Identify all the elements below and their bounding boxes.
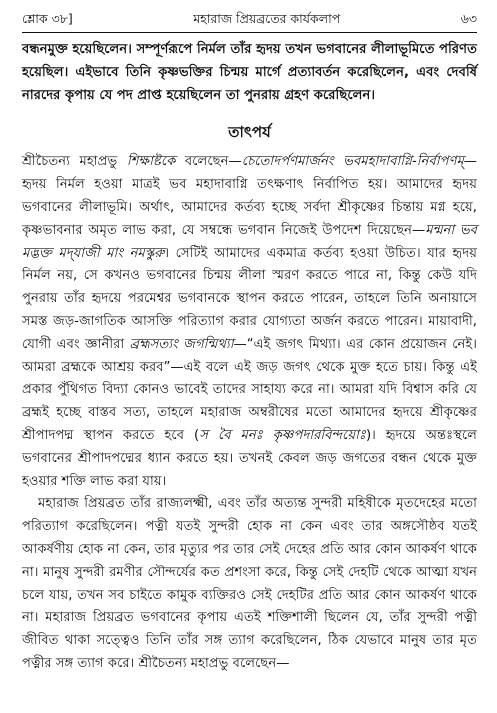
p1-text-c: বলেছেন— xyxy=(175,154,242,170)
p1-text-g: । সেটিই আমাদের একমাত্র কর্তব্য হওয়া উচিত। যার হৃদয় নির্মল নয়, সে কখনও ভগবানের চিন্ময় লীলা স্মরণ করতে পারে না, কিন্তু কেউ যদি পুনরায় তাঁর হৃদয়ে পরমেশ্বর ভগবানকে স্থাপন করতে পারেন, তাহলে তিনি অনায়াসে সমস্ত জড়-জাগতিক আসক্তি পরিত্যাগ করার যোগ্যতা অর্জন করতে পারেন। মায়াবাদী, যোগী এবং জ্ঞানীরা xyxy=(22,245,477,352)
header-rule xyxy=(22,32,477,33)
purport-title: তাৎপর্য xyxy=(228,123,271,142)
p1-italic-quote-1: চেতোদর্পণমার্জনং ভবমহাদাবাগ্নি-নির্বাপণম্ xyxy=(241,154,464,170)
p1-italic-quote-4: স বৈ মনঃ কৃষ্ণপদারবিন্দয়োঃ xyxy=(199,427,366,443)
p1-text-k: )। হৃদয়ে অন্তঃস্থলে ভগবানের শ্রীপাদপদ্মের ধ্যান করতে হয়। তখনই কেবল জড় জগতের বন্ধন থেকে মুক্ত হওয়ার শক্তি লাভ করা যায়। xyxy=(22,427,477,489)
header-chapter-title: মহারাজ প্রিয়ব্রতের কার্যকলাপ xyxy=(193,11,341,26)
translation-paragraph: বন্ধনমুক্ত হয়েছিলেন। সম্পূর্ণরূপে নির্মল তাঁর হৃদয় তখন ভগবানের লীলাভূমিতে পরিণত হয়েছিল। এইভাবে তিনি কৃষ্ণভক্তির চিন্ময় মার্গে প্রত্যাবর্তন করেছিলেন, এবং দেবর্ষি নারদের কৃপায় যে পদ প্রাপ্ত হয়েছিলেন তা পুনরায় গ্রহণ করেছিলেন। xyxy=(22,42,477,103)
purport-paragraph-2: মহারাজ প্রিয়ব্রত তাঁর রাজ্যলক্ষ্মী, এবং তাঁর অত্যন্ত সুন্দরী মহিষীকে মৃতদেহের মতো পরিত্যাগ করেছিলেন। পত্নী যতই সুন্দরী হোক না কেন এবং তার অঙ্গসৌষ্ঠব যতই আকর্ষণীয় হোক না কেন, তার মৃত্যুর পর তার সেই দেহের প্রতি আর কোন আকর্ষণ থাকে না। মানুষ সুন্দরী রমণীর সৌন্দর্যের কত প্রশংসা করে, কিন্তু সেই দেহটি থেকে আত্মা যখন চলে যায়, তখন সব চাইতে কামুক ব্যক্তিরও সেই দেহটির প্রতি আর কোন আকর্ষণ থাকে না। মহারাজ প্রিয়ব্রত ভগবানের কৃপায় এতই শক্তিশালী ছিলেন যে, তাঁর সুন্দরী পত্নী জীবিত থাকা সত্ত্বেও তিনি তাঁর সঙ্গ ত্যাগ করেছিলেন, ঠিক যেভাবে মানুষ তার মৃত পত্নীর সঙ্গ ত্যাগ করে। শ্রীচৈতন্য মহাপ্রভু বলেছেন— xyxy=(22,496,477,671)
running-header xyxy=(22,8,477,30)
p1-italic-quote-2: মন্মনা ভব মদ্ভক্ত মদ্‌যাজী মাং নমস্কুরু xyxy=(22,222,478,261)
purport-paragraph-1 xyxy=(22,151,477,493)
p1-italic-shikshashtaka: শিক্ষাষ্টকে xyxy=(126,154,176,170)
header-page-number: ৬৩ xyxy=(460,11,477,26)
p1-text-a: শ্রীচৈতন্য মহাপ্রভু xyxy=(22,154,127,170)
p1-italic-quote-3: ব্রহ্মসত্যং জগন্মিথ্যা xyxy=(129,336,234,352)
p1-text-i: —“এই জগৎ মিথ্যা। এর কোন প্রয়োজন নেই। আমরা ব্রহ্মকে আশ্রয় করব”—এই বলে এই জড় জগৎ থেকে মুক্ত হতে চায়। কিন্তু এই প্রকার পুঁথিগত বিদ্যা কোনও ভাবেই তাদের সাহায্য করে না। আমরা যদি বিশ্বাস করি যে ব্রহ্মই হচ্ছে বাস্তব সত্য, তাহলে মহারাজ অম্বরীষের মতো আমাদের হৃদয়ে শ্রীকৃষ্ণের শ্রীপাদপদ্ম স্থাপন করতে হবে ( xyxy=(22,336,477,443)
p1-text-e: —হৃদয় নির্মল হওয়া মাত্রই ভব মহাদাবাগ্নি তৎক্ষণাৎ নির্বাপিত হয়। আমাদের হৃদয় ভগবানের লীলাভূমি। অর্থাৎ, আমাদের কর্তব্য হচ্ছে সর্বদা শ্রীকৃষ্ণের চিন্তায় মগ্ন হয়ে, কৃষ্ণভাবনার অমৃত লাভ করা, যে সম্বন্ধে ভগবান নিজেই উপদেশ দিয়েছেন— xyxy=(22,154,477,238)
header-verse-ref: শ্লোক ৩৮] xyxy=(22,11,73,26)
